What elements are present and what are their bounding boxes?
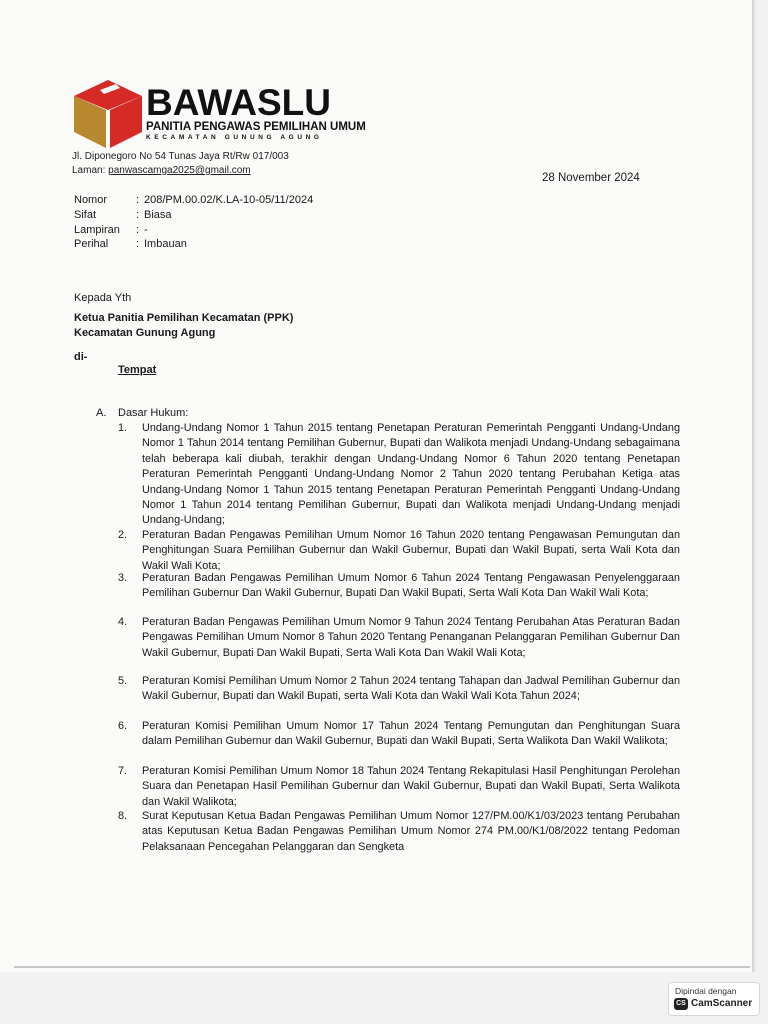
list-item-text: Peraturan Komisi Pemilihan Umum Nomor 17 Tahun 2024 Tentang Pemungutan dan Penghitungan Suara dalam Pemilihan Gubernur dan Wakil Gubernur, Bupati dan Wakil Bupati, Serta Walikota Dan Wakil Walikota;: [142, 720, 680, 748]
list-item-text: Surat Keputusan Ketua Badan Pengawas Pemilihan Umum Nomor 127/PM.00/K1/03/2023 tentang Perubahan atas Keputusan Ketua Badan Pengawas Pemilihan Umum Nomor 274 PM.00/K1/08/2022 tentang Pedoman Pelaksanaan Pencegahan Pelanggaran dan Sengketa: [142, 810, 680, 853]
meta-value: 208/PM.00.02/K.LA-10-05/11/2024: [144, 194, 314, 206]
list-item: [118, 571, 680, 602]
watermark-line2: CamScanner: [691, 998, 753, 1009]
list-item: [118, 615, 680, 661]
list-item: [118, 421, 680, 529]
list-item-text: Peraturan Badan Pengawas Pemilihan Umum Nomor 9 Tahun 2024 Tentang Perubahan Atas Peraturan Badan Pengawas Pemilihan Umum Nomor 8 Tahun 2020 Tentang Penanganan Pelanggaran Pemilihan Gubernur Dan Wakil Gubernur, Bupati Dan Wakil Bupati, Serta Wali Kota Dan Wakil Wali Kota;: [142, 616, 680, 659]
recipient-di: di-: [74, 351, 88, 363]
section-a-marker: A.: [96, 407, 107, 419]
bawaslu-logo-icon: [70, 76, 144, 148]
website-email[interactable]: panwascamga2025@gmail.com: [108, 165, 251, 176]
list-item-text: Peraturan Badan Pengawas Pemilihan Umum Nomor 16 Tahun 2020 tentang Pengawasan Pemungutan dan Penghitungan Suara Pemilihan Gubernur dan Wakil Gubernur, Bupati dan Wakil Bupati, serta Wali Kota dan Wakil Wali Kota;: [142, 529, 680, 572]
meta-value: -: [144, 224, 148, 236]
list-item-number: 8.: [118, 810, 128, 822]
page-edge-shadow: [752, 0, 756, 972]
list-item-number: 2.: [118, 529, 128, 541]
list-item-number: 7.: [118, 765, 128, 777]
org-district: KECAMATAN GUNUNG AGUNG: [146, 134, 323, 141]
section-a-title: Dasar Hukum:: [118, 407, 189, 419]
recipient-title: Ketua Panitia Pemilihan Kecamatan (PPK): [74, 312, 294, 324]
meta-label: Nomor: [74, 194, 108, 206]
meta-perihal: Perihal : Imbauan: [74, 238, 187, 250]
meta-label: Perihal: [74, 238, 109, 250]
list-item: [118, 809, 680, 855]
meta-lampiran: Lampiran : -: [74, 224, 148, 236]
list-item: [118, 764, 680, 810]
list-item: [118, 719, 680, 750]
org-name: BAWASLU: [146, 82, 331, 123]
list-item: [118, 674, 680, 705]
org-subtitle: PANITIA PENGAWAS PEMILIHAN UMUM: [146, 121, 366, 133]
meta-nomor: Nomor : 208/PM.00.02/K.LA-10-05/11/2024: [74, 194, 314, 206]
watermark-line1: Dipindai dengan: [675, 986, 737, 996]
list-item-text: Undang-Undang Nomor 1 Tahun 2015 tentang Penetapan Peraturan Pemerintah Pengganti Undang-Undang Nomor 1 Tahun 2014 tentang Pemilihan Gubernur, Bupati dan Walikota menjadi Undang-Undang sebagaimana telah beberapa kali diubah, terakhir dengan Undang-Undang Nomor 6 Tahun 2020 tentang Penetapan Peraturan Pemerintah Pengganti Undang-Undang Nomor 2 Tahun 2020 tentang Perubahan Ketiga atas Undang-Undang Nomor 1 Tahun 2015 tentang Penetapan Peraturan Pemerintah Pengganti Undang-Undang Nomor 1 Tahun 2014 tentang Pemilihan Gubernur, Bupati dan Walikota menjadi Undang-Undang menjadi Undang-Undang;: [142, 422, 680, 527]
list-item-number: 5.: [118, 675, 128, 687]
list-item: [118, 528, 680, 574]
list-item-number: 6.: [118, 720, 128, 732]
meta-label: Lampiran: [74, 224, 120, 236]
meta-value: Imbauan: [144, 238, 187, 250]
website-line: Laman: panwascamga2025@gmail.com: [72, 165, 251, 176]
camscanner-icon: CS: [674, 998, 688, 1010]
meta-value: Biasa: [144, 209, 172, 221]
list-item-text: Peraturan Badan Pengawas Pemilihan Umum Nomor 6 Tahun 2024 Tentang Pengawasan Penyelenggaraan Pemilihan Gubernur Dan Wakil Gubernur, Bupati Dan Wakil Bupati, Serta Wali Kota Dan Wakil Wali Kota;: [142, 572, 680, 600]
meta-label: Sifat: [74, 209, 97, 221]
meta-sifat: Sifat : Biasa: [74, 209, 172, 221]
letter-date: 28 November 2024: [542, 172, 640, 184]
list-item-number: 3.: [118, 572, 128, 584]
recipient-district: Kecamatan Gunung Agung: [74, 327, 216, 339]
address-line: Jl. Diponegoro No 54 Tunas Jaya Rt/Rw 017/003: [72, 151, 289, 162]
list-item-number: 4.: [118, 616, 128, 628]
list-item-number: 1.: [118, 422, 128, 434]
camscanner-watermark: [668, 982, 760, 1016]
recipient-greeting: Kepada Yth: [74, 292, 132, 304]
list-item-text: Peraturan Komisi Pemilihan Umum Nomor 2 Tahun 2024 tentang Tahapan dan Jadwal Pemilihan Gubernur dan Wakil Gubernur, Bupati dan Wakil Bupati, serta Wali Kota dan Wakil Wali Kota Tahun 2024;: [142, 675, 680, 703]
website-label: Laman: [72, 165, 103, 176]
page-bottom-edge: [14, 966, 750, 968]
list-item-text: Peraturan Komisi Pemilihan Umum Nomor 18 Tahun 2024 Tentang Rekapitulasi Hasil Penghitungan Perolehan Suara dan Penetapan Hasil Pemilihan Gubernur dan Wakil Gubernur, Bupati dan Wakil Bupati, Serta Walikota dan Wakil Walikota;: [142, 765, 680, 808]
recipient-place: Tempat: [118, 364, 157, 376]
